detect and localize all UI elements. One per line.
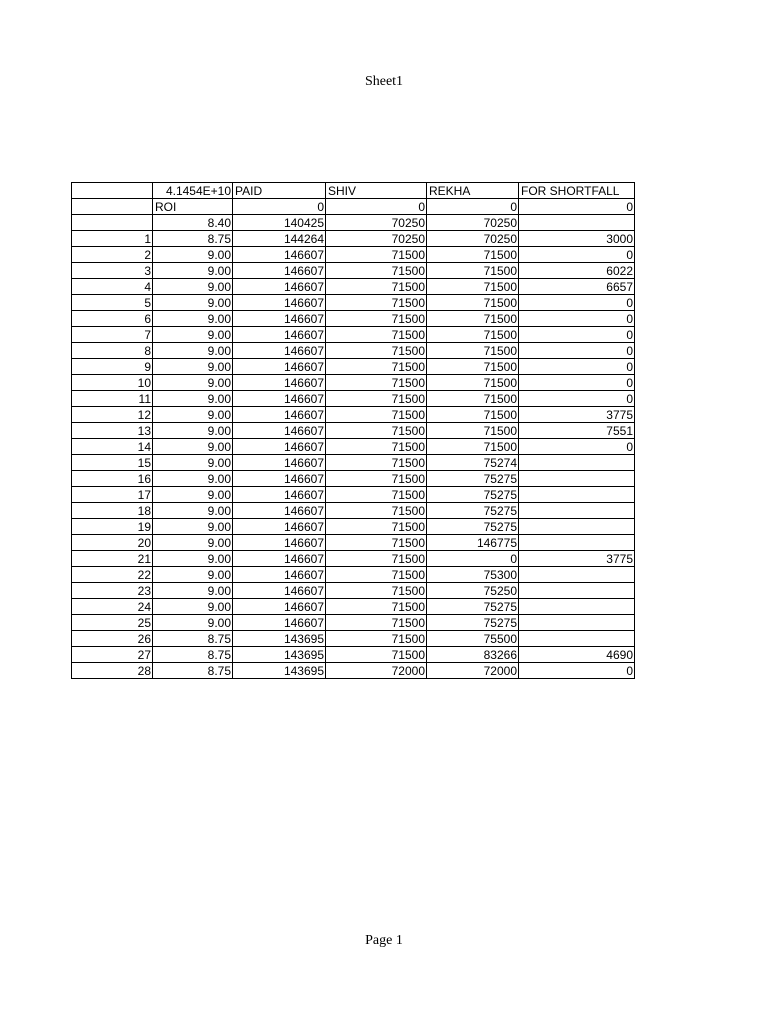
- cell-shortfall[interactable]: 3775: [519, 551, 635, 567]
- cell-roi[interactable]: 9.00: [153, 439, 233, 455]
- table-row: [72, 231, 635, 247]
- cell-index[interactable]: 1: [72, 231, 153, 247]
- cell-rekha[interactable]: 71500: [427, 295, 519, 311]
- cell-paid[interactable]: 140425: [233, 215, 326, 231]
- cell-shiv[interactable]: 71500: [326, 279, 427, 295]
- table-row: [72, 567, 635, 583]
- cell-paid[interactable]: 143695: [233, 631, 326, 647]
- cell-roi[interactable]: 9.00: [153, 391, 233, 407]
- cell-shiv[interactable]: 70250: [326, 231, 427, 247]
- cell-shiv[interactable]: 0: [326, 199, 427, 215]
- cell-rekha[interactable]: 71500: [427, 263, 519, 279]
- cell-roi[interactable]: 8.75: [153, 231, 233, 247]
- cell-rekha[interactable]: 70250: [427, 215, 519, 231]
- cell-shiv[interactable]: 70250: [326, 215, 427, 231]
- spreadsheet-body: [72, 183, 635, 679]
- cell-index[interactable]: 24: [72, 599, 153, 615]
- cell-shiv[interactable]: 71500: [326, 551, 427, 567]
- cell-index[interactable]: 26: [72, 631, 153, 647]
- header-cell-shortfall[interactable]: FOR SHORTFALL: [519, 183, 635, 199]
- cell-shortfall[interactable]: [519, 599, 635, 615]
- cell-shortfall[interactable]: [519, 471, 635, 487]
- table-row: [72, 423, 635, 439]
- cell-paid[interactable]: 146607: [233, 567, 326, 583]
- cell-shortfall[interactable]: 0: [519, 343, 635, 359]
- cell-paid[interactable]: 146607: [233, 487, 326, 503]
- header-cell-paid[interactable]: PAID: [233, 183, 326, 199]
- table-row: [72, 375, 635, 391]
- cell-shiv[interactable]: 71500: [326, 647, 427, 663]
- cell-rekha[interactable]: 72000: [427, 663, 519, 679]
- cell-roi[interactable]: 9.00: [153, 455, 233, 471]
- cell-roi[interactable]: 9.00: [153, 423, 233, 439]
- cell-rekha[interactable]: 71500: [427, 423, 519, 439]
- cell-index[interactable]: 27: [72, 647, 153, 663]
- cell-shiv[interactable]: 71500: [326, 247, 427, 263]
- cell-shiv[interactable]: 71500: [326, 599, 427, 615]
- cell-paid[interactable]: 146607: [233, 503, 326, 519]
- cell-paid[interactable]: 146607: [233, 583, 326, 599]
- header-cell-index[interactable]: [72, 183, 153, 199]
- cell-shiv[interactable]: 71500: [326, 295, 427, 311]
- header-row: [72, 183, 635, 199]
- table-row: [72, 519, 635, 535]
- cell-shiv[interactable]: 71500: [326, 407, 427, 423]
- cell-shortfall[interactable]: 6022: [519, 263, 635, 279]
- cell-shiv[interactable]: 71500: [326, 615, 427, 631]
- table-row: [72, 455, 635, 471]
- table-row: [72, 391, 635, 407]
- table-row: [72, 615, 635, 631]
- cell-index[interactable]: [72, 199, 153, 215]
- cell-shortfall[interactable]: 4690: [519, 647, 635, 663]
- table-row: [72, 487, 635, 503]
- cell-shortfall[interactable]: 6657: [519, 279, 635, 295]
- table-row: [72, 215, 635, 231]
- cell-index[interactable]: 8: [72, 343, 153, 359]
- cell-paid[interactable]: 146607: [233, 551, 326, 567]
- cell-paid[interactable]: 144264: [233, 231, 326, 247]
- cell-index[interactable]: 6: [72, 311, 153, 327]
- cell-index[interactable]: 19: [72, 519, 153, 535]
- table-row: [72, 263, 635, 279]
- cell-rekha[interactable]: 71500: [427, 407, 519, 423]
- cell-shiv[interactable]: 71500: [326, 423, 427, 439]
- cell-paid[interactable]: 146607: [233, 439, 326, 455]
- cell-roi[interactable]: 9.00: [153, 551, 233, 567]
- header-cell-rekha[interactable]: REKHA: [427, 183, 519, 199]
- cell-index[interactable]: 12: [72, 407, 153, 423]
- cell-roi[interactable]: ROI: [153, 199, 233, 215]
- cell-rekha[interactable]: 75275: [427, 519, 519, 535]
- cell-index[interactable]: 11: [72, 391, 153, 407]
- cell-shortfall[interactable]: [519, 567, 635, 583]
- cell-index[interactable]: 28: [72, 663, 153, 679]
- table-row: [72, 647, 635, 663]
- cell-index[interactable]: 3: [72, 263, 153, 279]
- cell-rekha[interactable]: 75274: [427, 455, 519, 471]
- cell-rekha[interactable]: 71500: [427, 343, 519, 359]
- cell-roi[interactable]: 8.75: [153, 631, 233, 647]
- cell-shiv[interactable]: 71500: [326, 535, 427, 551]
- page-header: Sheet1: [364, 74, 404, 89]
- cell-index[interactable]: 15: [72, 455, 153, 471]
- cell-shortfall[interactable]: 3775: [519, 407, 635, 423]
- cell-shortfall[interactable]: 3000: [519, 231, 635, 247]
- cell-roi[interactable]: 9.00: [153, 407, 233, 423]
- cell-roi[interactable]: 9.00: [153, 471, 233, 487]
- cell-roi[interactable]: 9.00: [153, 279, 233, 295]
- table-row: [72, 583, 635, 599]
- cell-rekha[interactable]: 75275: [427, 599, 519, 615]
- cell-shortfall[interactable]: 0: [519, 199, 635, 215]
- cell-shortfall[interactable]: [519, 535, 635, 551]
- cell-roi[interactable]: 9.00: [153, 375, 233, 391]
- table-row: [72, 471, 635, 487]
- cell-shiv[interactable]: 71500: [326, 359, 427, 375]
- cell-rekha[interactable]: 71500: [427, 327, 519, 343]
- cell-rekha[interactable]: 71500: [427, 279, 519, 295]
- table-row: [72, 359, 635, 375]
- table-row: [72, 343, 635, 359]
- cell-shiv[interactable]: 71500: [326, 263, 427, 279]
- cell-shiv[interactable]: 71500: [326, 439, 427, 455]
- cell-roi[interactable]: 8.75: [153, 663, 233, 679]
- cell-shortfall[interactable]: [519, 631, 635, 647]
- cell-rekha[interactable]: 75275: [427, 615, 519, 631]
- cell-rekha[interactable]: 75500: [427, 631, 519, 647]
- cell-shiv[interactable]: 71500: [326, 343, 427, 359]
- cell-rekha[interactable]: 0: [427, 551, 519, 567]
- cell-paid[interactable]: 146607: [233, 247, 326, 263]
- cell-shiv[interactable]: 71500: [326, 391, 427, 407]
- table-row: [72, 327, 635, 343]
- cell-shortfall[interactable]: [519, 487, 635, 503]
- cell-rekha[interactable]: 75275: [427, 503, 519, 519]
- table-row: [72, 551, 635, 567]
- cell-rekha[interactable]: 83266: [427, 647, 519, 663]
- cell-shortfall[interactable]: 0: [519, 295, 635, 311]
- cell-shortfall[interactable]: [519, 215, 635, 231]
- cell-shiv[interactable]: 71500: [326, 455, 427, 471]
- cell-index[interactable]: 7: [72, 327, 153, 343]
- cell-shortfall[interactable]: [519, 615, 635, 631]
- cell-index[interactable]: 20: [72, 535, 153, 551]
- table-row: [72, 631, 635, 647]
- cell-index[interactable]: 2: [72, 247, 153, 263]
- cell-paid[interactable]: 146607: [233, 423, 326, 439]
- cell-roi[interactable]: 9.00: [153, 583, 233, 599]
- cell-shiv[interactable]: 71500: [326, 311, 427, 327]
- cell-shortfall[interactable]: 0: [519, 439, 635, 455]
- cell-paid[interactable]: 143695: [233, 647, 326, 663]
- table-row: [72, 503, 635, 519]
- cell-rekha[interactable]: 146775: [427, 535, 519, 551]
- cell-index[interactable]: 21: [72, 551, 153, 567]
- cell-paid[interactable]: 146607: [233, 455, 326, 471]
- cell-roi[interactable]: 9.00: [153, 487, 233, 503]
- cell-rekha[interactable]: 71500: [427, 359, 519, 375]
- cell-paid[interactable]: 0: [233, 199, 326, 215]
- cell-roi[interactable]: 9.00: [153, 247, 233, 263]
- cell-index[interactable]: 13: [72, 423, 153, 439]
- cell-paid[interactable]: 146607: [233, 311, 326, 327]
- cell-roi[interactable]: 9.00: [153, 263, 233, 279]
- cell-paid[interactable]: 146607: [233, 599, 326, 615]
- cell-index[interactable]: 5: [72, 295, 153, 311]
- cell-index[interactable]: 4: [72, 279, 153, 295]
- cell-shortfall[interactable]: [519, 519, 635, 535]
- cell-shortfall[interactable]: [519, 583, 635, 599]
- cell-shortfall[interactable]: 0: [519, 247, 635, 263]
- cell-roi[interactable]: 9.00: [153, 535, 233, 551]
- cell-index[interactable]: 23: [72, 583, 153, 599]
- cell-index[interactable]: 18: [72, 503, 153, 519]
- cell-paid[interactable]: 146607: [233, 263, 326, 279]
- cell-roi[interactable]: 9.00: [153, 519, 233, 535]
- cell-rekha[interactable]: 75275: [427, 487, 519, 503]
- cell-shiv[interactable]: 71500: [326, 471, 427, 487]
- cell-rekha[interactable]: 71500: [427, 375, 519, 391]
- spreadsheet-table: [71, 182, 635, 679]
- cell-shiv[interactable]: 71500: [326, 567, 427, 583]
- cell-index[interactable]: 22: [72, 567, 153, 583]
- table-row: [72, 311, 635, 327]
- cell-rekha[interactable]: 70250: [427, 231, 519, 247]
- cell-paid[interactable]: 146607: [233, 407, 326, 423]
- cell-roi[interactable]: 9.00: [153, 343, 233, 359]
- cell-paid[interactable]: 146607: [233, 535, 326, 551]
- cell-roi[interactable]: 9.00: [153, 295, 233, 311]
- cell-rekha[interactable]: 75250: [427, 583, 519, 599]
- cell-paid[interactable]: 143695: [233, 663, 326, 679]
- cell-paid[interactable]: 146607: [233, 471, 326, 487]
- cell-paid[interactable]: 146607: [233, 327, 326, 343]
- table-row: [72, 199, 635, 215]
- table-row: [72, 535, 635, 551]
- cell-paid[interactable]: 146607: [233, 359, 326, 375]
- cell-shortfall[interactable]: 0: [519, 663, 635, 679]
- cell-shortfall[interactable]: 7551: [519, 423, 635, 439]
- cell-paid[interactable]: 146607: [233, 519, 326, 535]
- table-row: [72, 439, 635, 455]
- cell-roi[interactable]: 9.00: [153, 567, 233, 583]
- cell-shiv[interactable]: 71500: [326, 375, 427, 391]
- cell-shiv[interactable]: 71500: [326, 487, 427, 503]
- table-row: [72, 295, 635, 311]
- cell-index[interactable]: 17: [72, 487, 153, 503]
- table-row: [72, 407, 635, 423]
- cell-shiv[interactable]: 71500: [326, 327, 427, 343]
- header-cell-shiv[interactable]: SHIV: [326, 183, 427, 199]
- cell-roi[interactable]: 8.40: [153, 215, 233, 231]
- table-row: [72, 279, 635, 295]
- cell-shiv[interactable]: 71500: [326, 519, 427, 535]
- cell-rekha[interactable]: 75300: [427, 567, 519, 583]
- cell-shortfall[interactable]: [519, 455, 635, 471]
- cell-paid[interactable]: 146607: [233, 391, 326, 407]
- cell-shiv[interactable]: 71500: [326, 583, 427, 599]
- header-cell-account[interactable]: 4.1454E+10: [153, 183, 233, 199]
- cell-shiv[interactable]: 71500: [326, 503, 427, 519]
- cell-rekha[interactable]: 71500: [427, 391, 519, 407]
- cell-shortfall[interactable]: 0: [519, 391, 635, 407]
- cell-shortfall[interactable]: 0: [519, 327, 635, 343]
- cell-roi[interactable]: 9.00: [153, 503, 233, 519]
- cell-paid[interactable]: 146607: [233, 375, 326, 391]
- cell-roi[interactable]: 9.00: [153, 359, 233, 375]
- cell-index[interactable]: 16: [72, 471, 153, 487]
- page-footer: Page 1: [365, 933, 403, 948]
- table-row: [72, 599, 635, 615]
- cell-roi[interactable]: 8.75: [153, 647, 233, 663]
- cell-index[interactable]: 25: [72, 615, 153, 631]
- cell-rekha[interactable]: 71500: [427, 247, 519, 263]
- cell-roi[interactable]: 9.00: [153, 599, 233, 615]
- cell-shiv[interactable]: 71500: [326, 631, 427, 647]
- cell-index[interactable]: 9: [72, 359, 153, 375]
- cell-shortfall[interactable]: 0: [519, 311, 635, 327]
- cell-rekha[interactable]: 75275: [427, 471, 519, 487]
- cell-paid[interactable]: 146607: [233, 295, 326, 311]
- cell-shortfall[interactable]: 0: [519, 375, 635, 391]
- cell-rekha[interactable]: 71500: [427, 439, 519, 455]
- cell-rekha[interactable]: 71500: [427, 311, 519, 327]
- cell-index[interactable]: 10: [72, 375, 153, 391]
- cell-paid[interactable]: 146607: [233, 343, 326, 359]
- table-row: [72, 247, 635, 263]
- cell-paid[interactable]: 146607: [233, 615, 326, 631]
- cell-shortfall[interactable]: [519, 503, 635, 519]
- cell-roi[interactable]: 9.00: [153, 311, 233, 327]
- cell-shiv[interactable]: 72000: [326, 663, 427, 679]
- cell-index[interactable]: 14: [72, 439, 153, 455]
- cell-roi[interactable]: 9.00: [153, 615, 233, 631]
- cell-paid[interactable]: 146607: [233, 279, 326, 295]
- cell-index[interactable]: [72, 215, 153, 231]
- cell-shortfall[interactable]: 0: [519, 359, 635, 375]
- table-row: [72, 663, 635, 679]
- cell-roi[interactable]: 9.00: [153, 327, 233, 343]
- cell-rekha[interactable]: 0: [427, 199, 519, 215]
